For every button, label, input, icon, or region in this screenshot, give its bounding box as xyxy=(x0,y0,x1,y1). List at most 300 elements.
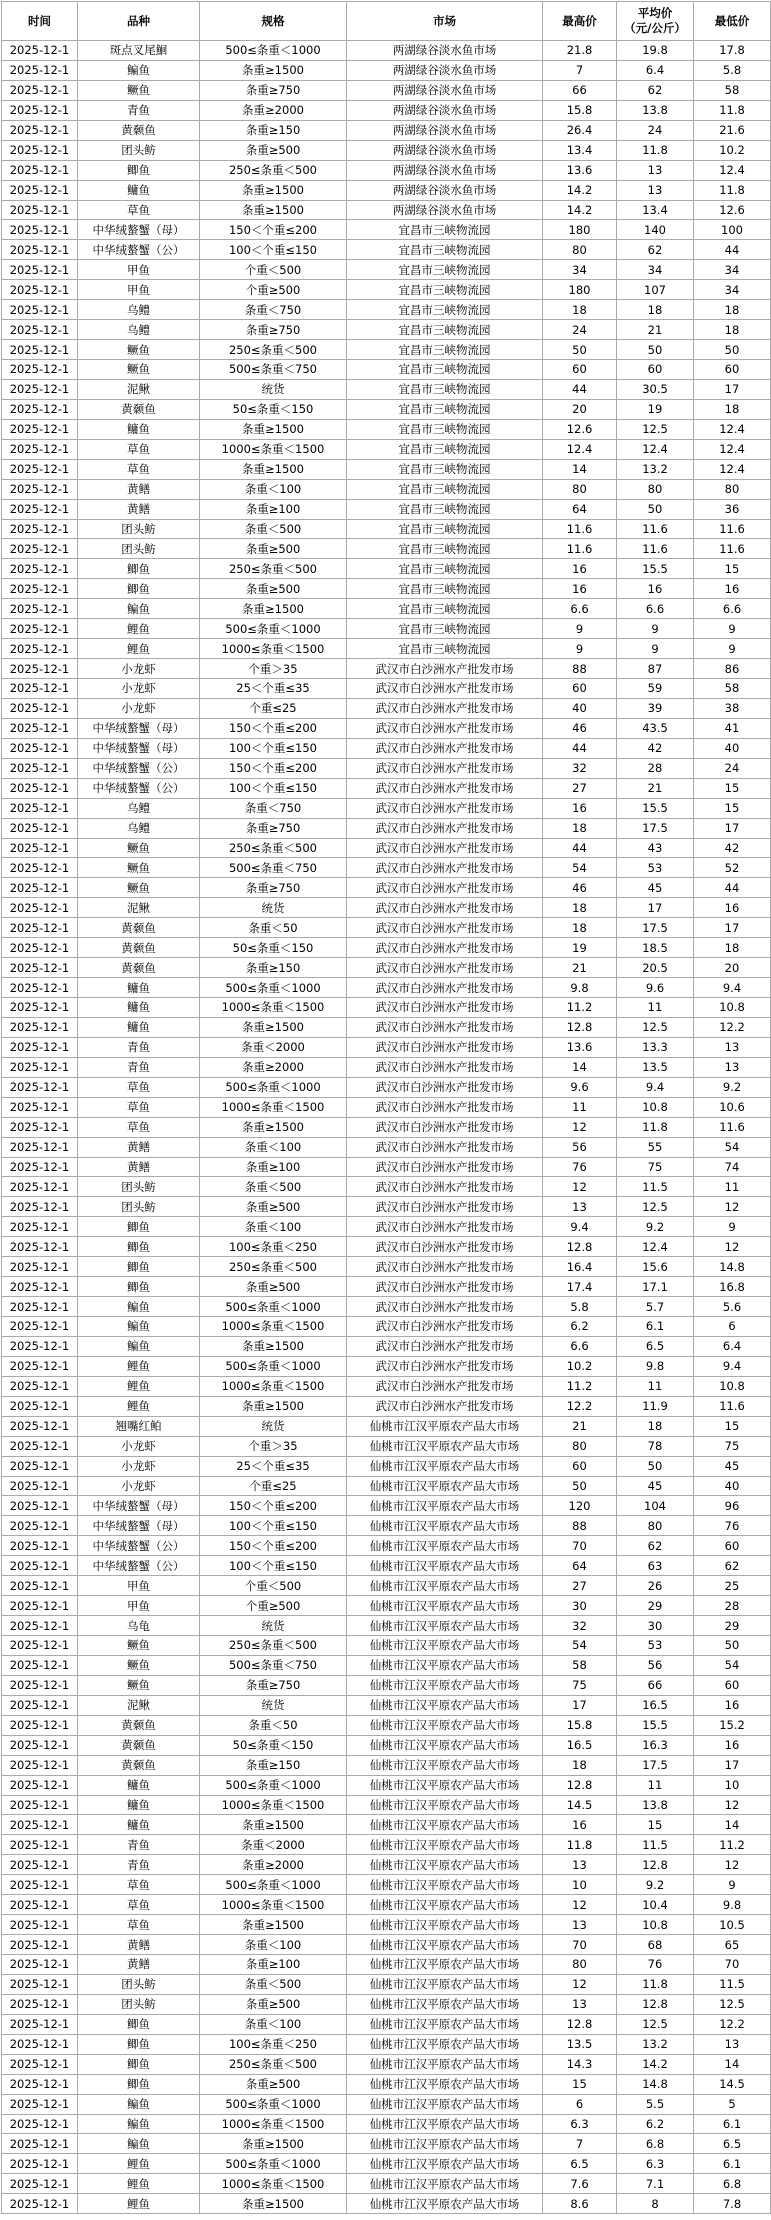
cell-variety: 团头鲂 xyxy=(78,1177,200,1197)
cell-variety: 草鱼 xyxy=(78,200,200,220)
cell-avg: 10.8 xyxy=(617,1097,694,1117)
table-row xyxy=(2,519,771,539)
cell-avg: 16.5 xyxy=(617,1695,694,1715)
cell-variety: 鲫鱼 xyxy=(78,1237,200,1257)
cell-variety: 黄鳝 xyxy=(78,1137,200,1157)
cell-high: 46 xyxy=(543,718,617,738)
cell-market: 仙桃市江汉平原农产品大市场 xyxy=(347,1636,543,1656)
cell-avg: 9.2 xyxy=(617,1217,694,1237)
table-row xyxy=(2,140,771,160)
cell-market: 武汉市白沙洲水产批发市场 xyxy=(347,679,543,699)
cell-variety: 鲫鱼 xyxy=(78,1257,200,1277)
table-row xyxy=(2,1955,771,1975)
cell-high: 9.8 xyxy=(543,978,617,998)
cell-low: 9.2 xyxy=(694,1077,771,1097)
cell-low: 9 xyxy=(694,619,771,639)
cell-variety: 鲫鱼 xyxy=(78,1217,200,1237)
cell-market: 武汉市白沙洲水产批发市场 xyxy=(347,758,543,778)
cell-variety: 鳊鱼 xyxy=(78,1317,200,1337)
cell-spec: 250≤条重＜500 xyxy=(200,1636,347,1656)
cell-low: 50 xyxy=(694,1636,771,1656)
cell-date: 2025-12-1 xyxy=(2,1157,78,1177)
cell-date: 2025-12-1 xyxy=(2,280,78,300)
cell-spec: 条重＜500 xyxy=(200,1974,347,1994)
cell-market: 武汉市白沙洲水产批发市场 xyxy=(347,1376,543,1396)
cell-low: 5 xyxy=(694,2094,771,2114)
cell-market: 宜昌市三峡物流园 xyxy=(347,419,543,439)
cell-low: 52 xyxy=(694,858,771,878)
cell-variety: 中华绒螯蟹（母） xyxy=(78,220,200,240)
cell-variety: 鲫鱼 xyxy=(78,160,200,180)
cell-date: 2025-12-1 xyxy=(2,419,78,439)
cell-date: 2025-12-1 xyxy=(2,379,78,399)
cell-variety: 黄鳝 xyxy=(78,1935,200,1955)
cell-avg: 18.5 xyxy=(617,938,694,958)
cell-low: 17 xyxy=(694,379,771,399)
cell-avg: 75 xyxy=(617,1157,694,1177)
cell-low: 9 xyxy=(694,1217,771,1237)
cell-date: 2025-12-1 xyxy=(2,1277,78,1297)
cell-low: 11.6 xyxy=(694,519,771,539)
cell-avg: 10.4 xyxy=(617,1895,694,1915)
cell-low: 15 xyxy=(694,798,771,818)
cell-date: 2025-12-1 xyxy=(2,1037,78,1057)
cell-market: 宜昌市三峡物流园 xyxy=(347,639,543,659)
cell-date: 2025-12-1 xyxy=(2,1636,78,1656)
cell-low: 34 xyxy=(694,280,771,300)
cell-spec: 条重≥100 xyxy=(200,1157,347,1177)
table-row xyxy=(2,2114,771,2134)
cell-spec: 100≤条重＜250 xyxy=(200,2034,347,2054)
cell-date: 2025-12-1 xyxy=(2,878,78,898)
header-high: 最高价 xyxy=(543,2,617,41)
cell-high: 10 xyxy=(543,1875,617,1895)
cell-date: 2025-12-1 xyxy=(2,360,78,380)
cell-low: 75 xyxy=(694,1436,771,1456)
cell-date: 2025-12-1 xyxy=(2,1416,78,1436)
cell-variety: 鳙鱼 xyxy=(78,1795,200,1815)
table-row xyxy=(2,639,771,659)
cell-date: 2025-12-1 xyxy=(2,2194,78,2214)
cell-spec: 统货 xyxy=(200,1695,347,1715)
cell-market: 宜昌市三峡物流园 xyxy=(347,240,543,260)
cell-variety: 鳜鱼 xyxy=(78,1655,200,1675)
cell-market: 武汉市白沙洲水产批发市场 xyxy=(347,1157,543,1177)
cell-low: 20 xyxy=(694,958,771,978)
cell-spec: 条重≥1500 xyxy=(200,1017,347,1037)
header-low: 最低价 xyxy=(694,2,771,41)
cell-market: 仙桃市江汉平原农产品大市场 xyxy=(347,2094,543,2114)
cell-variety: 小龙虾 xyxy=(78,1476,200,1496)
cell-market: 武汉市白沙洲水产批发市场 xyxy=(347,1257,543,1277)
cell-spec: 条重＜100 xyxy=(200,1935,347,1955)
cell-avg: 11.8 xyxy=(617,1117,694,1137)
cell-date: 2025-12-1 xyxy=(2,1177,78,1197)
table-row xyxy=(2,1017,771,1037)
cell-variety: 鲫鱼 xyxy=(78,2074,200,2094)
cell-low: 44 xyxy=(694,240,771,260)
cell-high: 180 xyxy=(543,220,617,240)
cell-market: 宜昌市三峡物流园 xyxy=(347,459,543,479)
cell-date: 2025-12-1 xyxy=(2,479,78,499)
cell-date: 2025-12-1 xyxy=(2,2114,78,2134)
cell-variety: 鳊鱼 xyxy=(78,1297,200,1317)
table-row xyxy=(2,778,771,798)
table-row xyxy=(2,1715,771,1735)
table-row xyxy=(2,2154,771,2174)
cell-market: 宜昌市三峡物流园 xyxy=(347,340,543,360)
cell-avg: 53 xyxy=(617,858,694,878)
cell-date: 2025-12-1 xyxy=(2,220,78,240)
cell-date: 2025-12-1 xyxy=(2,120,78,140)
cell-avg: 56 xyxy=(617,1655,694,1675)
cell-variety: 中华绒螯蟹（母） xyxy=(78,1496,200,1516)
cell-high: 88 xyxy=(543,1516,617,1536)
cell-variety: 甲鱼 xyxy=(78,280,200,300)
cell-market: 武汉市白沙洲水产批发市场 xyxy=(347,958,543,978)
cell-spec: 100≤条重＜250 xyxy=(200,1237,347,1257)
cell-spec: 500≤条重＜1000 xyxy=(200,1077,347,1097)
cell-high: 14 xyxy=(543,459,617,479)
table-row xyxy=(2,1336,771,1356)
cell-spec: 条重≥2000 xyxy=(200,1855,347,1875)
cell-high: 13.4 xyxy=(543,140,617,160)
table-row xyxy=(2,100,771,120)
cell-avg: 8 xyxy=(617,2194,694,2214)
cell-market: 宜昌市三峡物流园 xyxy=(347,320,543,340)
cell-date: 2025-12-1 xyxy=(2,1436,78,1456)
cell-date: 2025-12-1 xyxy=(2,818,78,838)
cell-spec: 条重≥1500 xyxy=(200,459,347,479)
cell-avg: 16.3 xyxy=(617,1735,694,1755)
cell-market: 武汉市白沙洲水产批发市场 xyxy=(347,1057,543,1077)
cell-spec: 条重≥1500 xyxy=(200,200,347,220)
header-variety: 品种 xyxy=(78,2,200,41)
table-row xyxy=(2,1935,771,1955)
cell-avg: 6.5 xyxy=(617,1336,694,1356)
cell-spec: 条重≥1500 xyxy=(200,1815,347,1835)
cell-avg: 62 xyxy=(617,1536,694,1556)
table-row xyxy=(2,1057,771,1077)
table-row xyxy=(2,1875,771,1895)
cell-market: 两湖绿谷淡水鱼市场 xyxy=(347,41,543,61)
table-row xyxy=(2,1536,771,1556)
cell-low: 54 xyxy=(694,1137,771,1157)
cell-date: 2025-12-1 xyxy=(2,1675,78,1695)
cell-avg: 12.5 xyxy=(617,1197,694,1217)
cell-low: 16.8 xyxy=(694,1277,771,1297)
table-row xyxy=(2,1835,771,1855)
cell-variety: 黄颡鱼 xyxy=(78,1715,200,1735)
table-row xyxy=(2,1755,771,1775)
cell-variety: 鳊鱼 xyxy=(78,2094,200,2114)
cell-spec: 50≤条重＜150 xyxy=(200,1735,347,1755)
cell-date: 2025-12-1 xyxy=(2,1655,78,1675)
cell-avg: 12.4 xyxy=(617,439,694,459)
cell-market: 仙桃市江汉平原农产品大市场 xyxy=(347,1875,543,1895)
cell-spec: 500≤条重＜1000 xyxy=(200,619,347,639)
cell-date: 2025-12-1 xyxy=(2,2074,78,2094)
cell-high: 60 xyxy=(543,679,617,699)
cell-high: 80 xyxy=(543,1436,617,1456)
cell-market: 宜昌市三峡物流园 xyxy=(347,399,543,419)
cell-avg: 9.6 xyxy=(617,978,694,998)
cell-high: 44 xyxy=(543,379,617,399)
cell-spec: 个重≥500 xyxy=(200,1596,347,1616)
table-row xyxy=(2,1257,771,1277)
table-row xyxy=(2,998,771,1018)
cell-spec: 250≤条重＜500 xyxy=(200,2054,347,2074)
cell-spec: 250≤条重＜500 xyxy=(200,340,347,360)
table-row xyxy=(2,1556,771,1576)
cell-low: 6 xyxy=(694,1317,771,1337)
cell-avg: 28 xyxy=(617,758,694,778)
cell-spec: 条重＜750 xyxy=(200,798,347,818)
cell-date: 2025-12-1 xyxy=(2,1576,78,1596)
cell-low: 12 xyxy=(694,1795,771,1815)
cell-avg: 21 xyxy=(617,778,694,798)
cell-high: 18 xyxy=(543,300,617,320)
cell-market: 武汉市白沙洲水产批发市场 xyxy=(347,778,543,798)
cell-date: 2025-12-1 xyxy=(2,1715,78,1735)
cell-spec: 条重＜500 xyxy=(200,1177,347,1197)
cell-high: 14 xyxy=(543,1057,617,1077)
table-row xyxy=(2,1157,771,1177)
table-row xyxy=(2,479,771,499)
cell-spec: 条重≥500 xyxy=(200,2074,347,2094)
cell-avg: 11.6 xyxy=(617,519,694,539)
table-row xyxy=(2,1855,771,1875)
cell-high: 16 xyxy=(543,1815,617,1835)
cell-date: 2025-12-1 xyxy=(2,978,78,998)
table-row xyxy=(2,300,771,320)
cell-market: 仙桃市江汉平原农产品大市场 xyxy=(347,2174,543,2194)
cell-variety: 青鱼 xyxy=(78,1057,200,1077)
cell-date: 2025-12-1 xyxy=(2,300,78,320)
cell-avg: 14.2 xyxy=(617,2054,694,2074)
cell-variety: 小龙虾 xyxy=(78,659,200,679)
cell-variety: 草鱼 xyxy=(78,1915,200,1935)
table-row xyxy=(2,918,771,938)
cell-market: 仙桃市江汉平原农产品大市场 xyxy=(347,1695,543,1715)
cell-market: 武汉市白沙洲水产批发市场 xyxy=(347,738,543,758)
cell-spec: 条重≥750 xyxy=(200,878,347,898)
cell-avg: 76 xyxy=(617,1955,694,1975)
cell-low: 10.8 xyxy=(694,998,771,1018)
cell-date: 2025-12-1 xyxy=(2,1795,78,1815)
cell-high: 56 xyxy=(543,1137,617,1157)
cell-low: 9.4 xyxy=(694,1356,771,1376)
cell-variety: 鳙鱼 xyxy=(78,1775,200,1795)
cell-high: 6.6 xyxy=(543,1336,617,1356)
cell-variety: 黄颡鱼 xyxy=(78,120,200,140)
cell-low: 11.5 xyxy=(694,1974,771,1994)
cell-spec: 条重＜100 xyxy=(200,1137,347,1157)
cell-spec: 条重＜100 xyxy=(200,479,347,499)
cell-variety: 黄鳝 xyxy=(78,1157,200,1177)
cell-avg: 15.5 xyxy=(617,798,694,818)
cell-date: 2025-12-1 xyxy=(2,918,78,938)
cell-avg: 34 xyxy=(617,260,694,280)
cell-avg: 80 xyxy=(617,1516,694,1536)
cell-date: 2025-12-1 xyxy=(2,2154,78,2174)
cell-avg: 11 xyxy=(617,1376,694,1396)
cell-spec: 条重≥100 xyxy=(200,1955,347,1975)
cell-market: 两湖绿谷淡水鱼市场 xyxy=(347,160,543,180)
cell-high: 11 xyxy=(543,1097,617,1117)
cell-low: 11.6 xyxy=(694,1117,771,1137)
cell-date: 2025-12-1 xyxy=(2,1476,78,1496)
cell-variety: 草鱼 xyxy=(78,1895,200,1915)
cell-high: 76 xyxy=(543,1157,617,1177)
header-avg-label: 平均价 xyxy=(637,6,673,20)
cell-low: 6.1 xyxy=(694,2114,771,2134)
cell-variety: 鲤鱼 xyxy=(78,1356,200,1376)
cell-date: 2025-12-1 xyxy=(2,698,78,718)
cell-variety: 鳜鱼 xyxy=(78,838,200,858)
cell-spec: 1000≤条重＜1500 xyxy=(200,1317,347,1337)
cell-avg: 104 xyxy=(617,1496,694,1516)
cell-high: 32 xyxy=(543,758,617,778)
cell-date: 2025-12-1 xyxy=(2,1695,78,1715)
header-avg xyxy=(617,2,694,41)
table-row xyxy=(2,1356,771,1376)
cell-market: 武汉市白沙洲水产批发市场 xyxy=(347,858,543,878)
cell-high: 7 xyxy=(543,60,617,80)
cell-high: 8.6 xyxy=(543,2194,617,2214)
cell-low: 7.8 xyxy=(694,2194,771,2214)
cell-high: 80 xyxy=(543,479,617,499)
cell-spec: 25＜个重≤35 xyxy=(200,1456,347,1476)
cell-spec: 条重≥1500 xyxy=(200,599,347,619)
cell-variety: 草鱼 xyxy=(78,1077,200,1097)
cell-date: 2025-12-1 xyxy=(2,41,78,61)
cell-variety: 黄鳝 xyxy=(78,499,200,519)
cell-market: 武汉市白沙洲水产批发市场 xyxy=(347,918,543,938)
cell-spec: 条重≥150 xyxy=(200,1755,347,1775)
table-row xyxy=(2,2134,771,2154)
cell-high: 11.8 xyxy=(543,1835,617,1855)
cell-market: 武汉市白沙洲水产批发市场 xyxy=(347,1177,543,1197)
cell-high: 14.2 xyxy=(543,200,617,220)
cell-avg: 18 xyxy=(617,1416,694,1436)
cell-spec: 100＜个重≤150 xyxy=(200,778,347,798)
cell-low: 60 xyxy=(694,1675,771,1695)
cell-date: 2025-12-1 xyxy=(2,160,78,180)
cell-spec: 条重＜500 xyxy=(200,519,347,539)
cell-market: 宜昌市三峡物流园 xyxy=(347,559,543,579)
table-row xyxy=(2,1436,771,1456)
cell-high: 14.5 xyxy=(543,1795,617,1815)
cell-market: 武汉市白沙洲水产批发市场 xyxy=(347,1356,543,1376)
cell-date: 2025-12-1 xyxy=(2,1237,78,1257)
cell-avg: 15.5 xyxy=(617,559,694,579)
cell-high: 70 xyxy=(543,1935,617,1955)
cell-low: 10.8 xyxy=(694,1376,771,1396)
cell-market: 武汉市白沙洲水产批发市场 xyxy=(347,1197,543,1217)
price-table xyxy=(1,1,771,2214)
cell-date: 2025-12-1 xyxy=(2,2034,78,2054)
cell-spec: 150＜个重≤200 xyxy=(200,220,347,240)
cell-avg: 24 xyxy=(617,120,694,140)
table-row xyxy=(2,1077,771,1097)
cell-spec: 条重≥500 xyxy=(200,1277,347,1297)
cell-high: 12.8 xyxy=(543,1775,617,1795)
cell-high: 9.4 xyxy=(543,1217,617,1237)
cell-market: 宜昌市三峡物流园 xyxy=(347,280,543,300)
cell-spec: 500≤条重＜1000 xyxy=(200,978,347,998)
cell-avg: 19 xyxy=(617,399,694,419)
cell-variety: 草鱼 xyxy=(78,1875,200,1895)
header-date: 时间 xyxy=(2,2,78,41)
cell-market: 宜昌市三峡物流园 xyxy=(347,479,543,499)
cell-variety: 鳊鱼 xyxy=(78,60,200,80)
cell-low: 62 xyxy=(694,1556,771,1576)
table-row xyxy=(2,439,771,459)
cell-market: 仙桃市江汉平原农产品大市场 xyxy=(347,2074,543,2094)
table-row xyxy=(2,718,771,738)
cell-low: 11.6 xyxy=(694,539,771,559)
cell-high: 6.2 xyxy=(543,1317,617,1337)
cell-high: 21 xyxy=(543,1416,617,1436)
table-row xyxy=(2,659,771,679)
cell-variety: 草鱼 xyxy=(78,439,200,459)
cell-market: 两湖绿谷淡水鱼市场 xyxy=(347,120,543,140)
cell-high: 19 xyxy=(543,938,617,958)
cell-low: 60 xyxy=(694,360,771,380)
cell-high: 18 xyxy=(543,818,617,838)
cell-variety: 中华绒螯蟹（公） xyxy=(78,1556,200,1576)
cell-market: 仙桃市江汉平原农产品大市场 xyxy=(347,1895,543,1915)
cell-market: 宜昌市三峡物流园 xyxy=(347,300,543,320)
cell-low: 13 xyxy=(694,1057,771,1077)
header-avg-unit: （元/公斤） xyxy=(624,21,686,35)
cell-date: 2025-12-1 xyxy=(2,559,78,579)
cell-low: 12.6 xyxy=(694,200,771,220)
table-row xyxy=(2,1915,771,1935)
cell-high: 12.8 xyxy=(543,1017,617,1037)
cell-spec: 条重≥750 xyxy=(200,818,347,838)
cell-variety: 鳙鱼 xyxy=(78,1815,200,1835)
cell-high: 40 xyxy=(543,698,617,718)
cell-low: 10.5 xyxy=(694,1915,771,1935)
cell-market: 仙桃市江汉平原农产品大市场 xyxy=(347,1436,543,1456)
cell-low: 25 xyxy=(694,1576,771,1596)
cell-spec: 1000≤条重＜1500 xyxy=(200,998,347,1018)
cell-variety: 团头鲂 xyxy=(78,1994,200,2014)
table-row xyxy=(2,160,771,180)
cell-avg: 6.1 xyxy=(617,1317,694,1337)
table-row xyxy=(2,320,771,340)
cell-low: 13 xyxy=(694,1037,771,1057)
cell-avg: 6.4 xyxy=(617,60,694,80)
cell-low: 50 xyxy=(694,340,771,360)
cell-variety: 青鱼 xyxy=(78,1037,200,1057)
cell-avg: 11.8 xyxy=(617,1974,694,1994)
cell-variety: 鳜鱼 xyxy=(78,1675,200,1695)
cell-high: 17.4 xyxy=(543,1277,617,1297)
cell-date: 2025-12-1 xyxy=(2,2094,78,2114)
cell-variety: 团头鲂 xyxy=(78,539,200,559)
cell-market: 宜昌市三峡物流园 xyxy=(347,360,543,380)
cell-high: 18 xyxy=(543,1755,617,1775)
table-row xyxy=(2,180,771,200)
table-row xyxy=(2,679,771,699)
cell-variety: 黄颡鱼 xyxy=(78,918,200,938)
cell-variety: 青鱼 xyxy=(78,1855,200,1875)
cell-avg: 11.9 xyxy=(617,1396,694,1416)
cell-avg: 30 xyxy=(617,1616,694,1636)
